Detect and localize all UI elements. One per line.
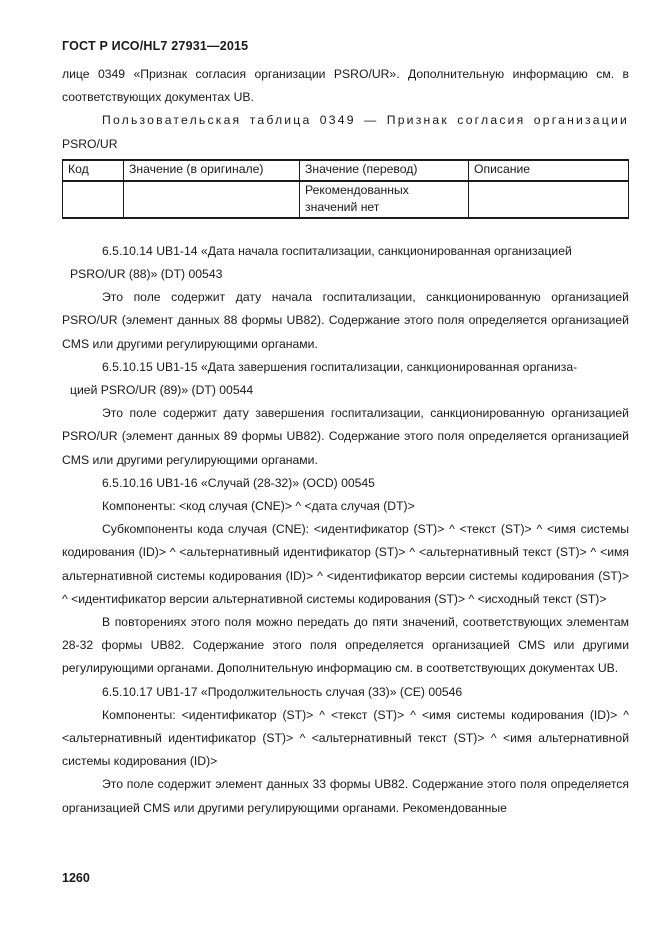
section-heading — [62, 240, 629, 286]
user-table-0349 — [62, 159, 629, 219]
section-heading-line: цией PSRO/UR (89)» (DT) 00544 — [70, 383, 254, 398]
table-cell — [469, 181, 629, 218]
table-cell — [124, 181, 300, 218]
table-title: Пользовательская таблица 0349 — Признак согласия организации — [102, 113, 629, 128]
page-number: 1260 — [62, 871, 90, 885]
section-heading — [62, 356, 629, 402]
section-heading-line: 6.5.10.14 UB1-14 «Дата начала госпитализации, санкционированная организацией — [102, 243, 572, 258]
table-cell — [63, 181, 124, 218]
table-row — [63, 181, 629, 218]
table-cell: Рекомендованных значений нет — [300, 181, 469, 218]
column-header: Описание — [469, 160, 629, 181]
section-heading-line: PSRO/UR (88)» (DT) 00543 — [70, 267, 223, 282]
section-paragraph: Компоненты: <идентификатор (ST)> ^ <текст (ST)> ^ <имя системы кодирования (ID)> ^ <альтернативный идентификатор (ST)> ^ <альтернативный текст (ST)> ^ <имя альтернативной системы кодирования (ID)> — [62, 707, 629, 769]
section-paragraph: В повторениях этого поля можно передать до пяти значений, соответствующих элементам 28-32 формы UB82. Содержание этого поля определяется организацией CMS или другими регулирующими органами. Дополнительную информацию см. в соответствующих документах UB. — [62, 615, 629, 676]
document-header: ГОСТ Р ИСО/HL7 27931—2015 — [62, 39, 249, 53]
section-heading: 6.5.10.16 UB1-16 «Случай (28-32)» (OCD) 00545 — [102, 475, 375, 490]
document-body — [62, 63, 629, 820]
table-title-continuation: PSRO/UR — [62, 136, 118, 151]
section-heading: 6.5.10.17 UB1-17 «Продолжительность случая (33)» (CE) 00546 — [102, 684, 463, 699]
section-heading-line: 6.5.10.15 UB1-15 «Дата завершения госпитализации, санкционированная организа- — [102, 359, 578, 374]
section-paragraph: Это поле содержит дату завершения госпитализации, санкционированную организацией PSRO/UR (элемент данных 89 формы UB82). Содержание этого поля определяется организацией CMS или другими регулирующими органами. — [62, 406, 629, 467]
section-paragraph: Компоненты: <код случая (CNE)> ^ <дата случая (DT)> — [102, 499, 415, 514]
column-header: Значение (в оригинале) — [124, 160, 300, 181]
column-header: Код — [63, 160, 124, 181]
intro-paragraph: лице 0349 «Признак согласия организации PSRO/UR». Дополнительную информацию см. в соответствующих документах UB. — [62, 67, 629, 105]
section-paragraph: Субкомпоненты кода случая (CNE): <идентификатор (ST)> ^ <текст (ST)> ^ <имя системы кодирования (ID)> ^ <альтернативный идентификатор (ST)> ^ <альтернативный текст (ST)> ^ <имя альтернативной системы кодирования (ID)> ^ <идентификатор версии системы кодирования (ST)> ^ <идентификатор версии альтернативной системы кодирования (ST)> ^ <исходный текст (ST)> — [62, 522, 629, 606]
table-header-row — [63, 160, 629, 181]
column-header: Значение (перевод) — [300, 160, 469, 181]
section-paragraph: Это поле содержит элемент данных 33 формы UB82. Содержание этого поля определяется организацией CMS или другими регулирующими органами. Рекомендованные — [62, 777, 629, 815]
section-paragraph: Это поле содержит дату начала госпитализации, санкционированную организацией PSRO/UR (элемент данных 88 формы UB82). Содержание этого поля определяется организацией CMS или другими регулирующими органами. — [62, 290, 629, 351]
